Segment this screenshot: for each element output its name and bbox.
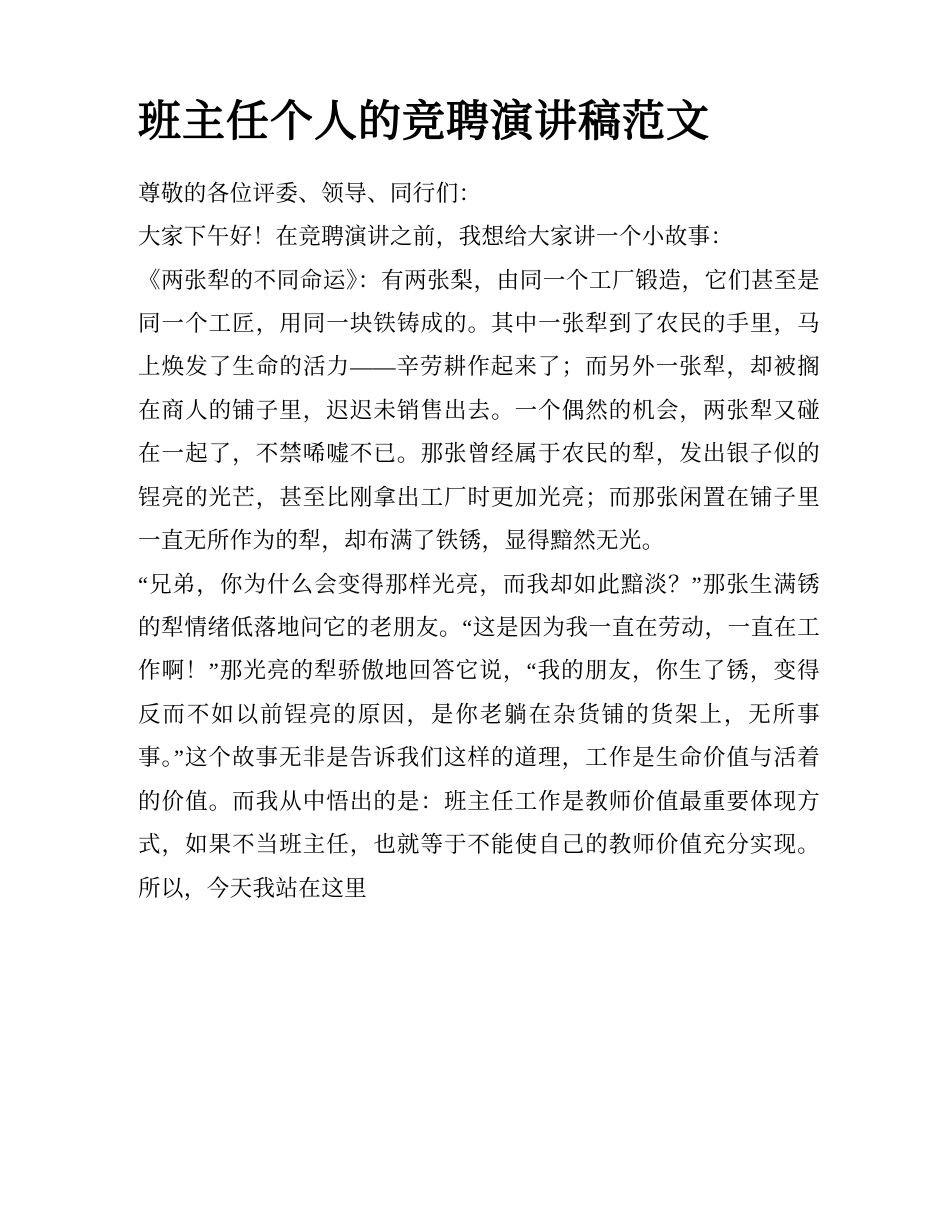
paragraph-story-second: “兄弟，你为什么会变得那样光亮，而我却如此黯淡？”那张生满锈的犁情绪低落地问它的老朋友。“这是因为我一直在劳动，一直在工作啊！”那光亮的犁骄傲地回答它说，“我的朋友，你生了锈，变得反而不如以前锃亮的原因，是你老躺在杂货铺的货架上，无所事事。”这个故事无非是告诉我们这样的道理，工作是生命价值与活着的价值。而我从中悟出的是：班主任工作是教师价值最重要体现方式，如果不当班主任，也就等于不能使自己的教师价值充分实现。所以，今天我站在这里 (138, 571, 820, 901)
paragraph-greeting: 大家下午好！在竞聘演讲之前，我想给大家讲一个小故事： (138, 224, 734, 250)
page-title: 班主任个人的竞聘演讲稿范文 (138, 97, 710, 147)
paragraph-story-first: 《两张犁的不同命运》：有两张梨，由同一个工厂锻造，它们甚至是同一个工匠，用同一块铁铸成的。其中一张犁到了农民的手里，马上焕发了生命的活力——辛劳耕作起来了；而另外一张犁，却被搁在商人的铺子里，迟迟未销售出去。一个偶然的机会，两张犁又碰在一起了，不禁唏嘘不已。那张曾经属于农民的犁，发出银子似的锃亮的光芒，甚至比刚拿出工厂时更加光亮；而那张闲置在铺子里一直无所作为的犁，却布满了铁锈，显得黯然无光。 (138, 267, 820, 554)
paragraph-salutation: 尊敬的各位评委、领导、同行们： (138, 180, 482, 206)
document-body (138, 172, 820, 910)
